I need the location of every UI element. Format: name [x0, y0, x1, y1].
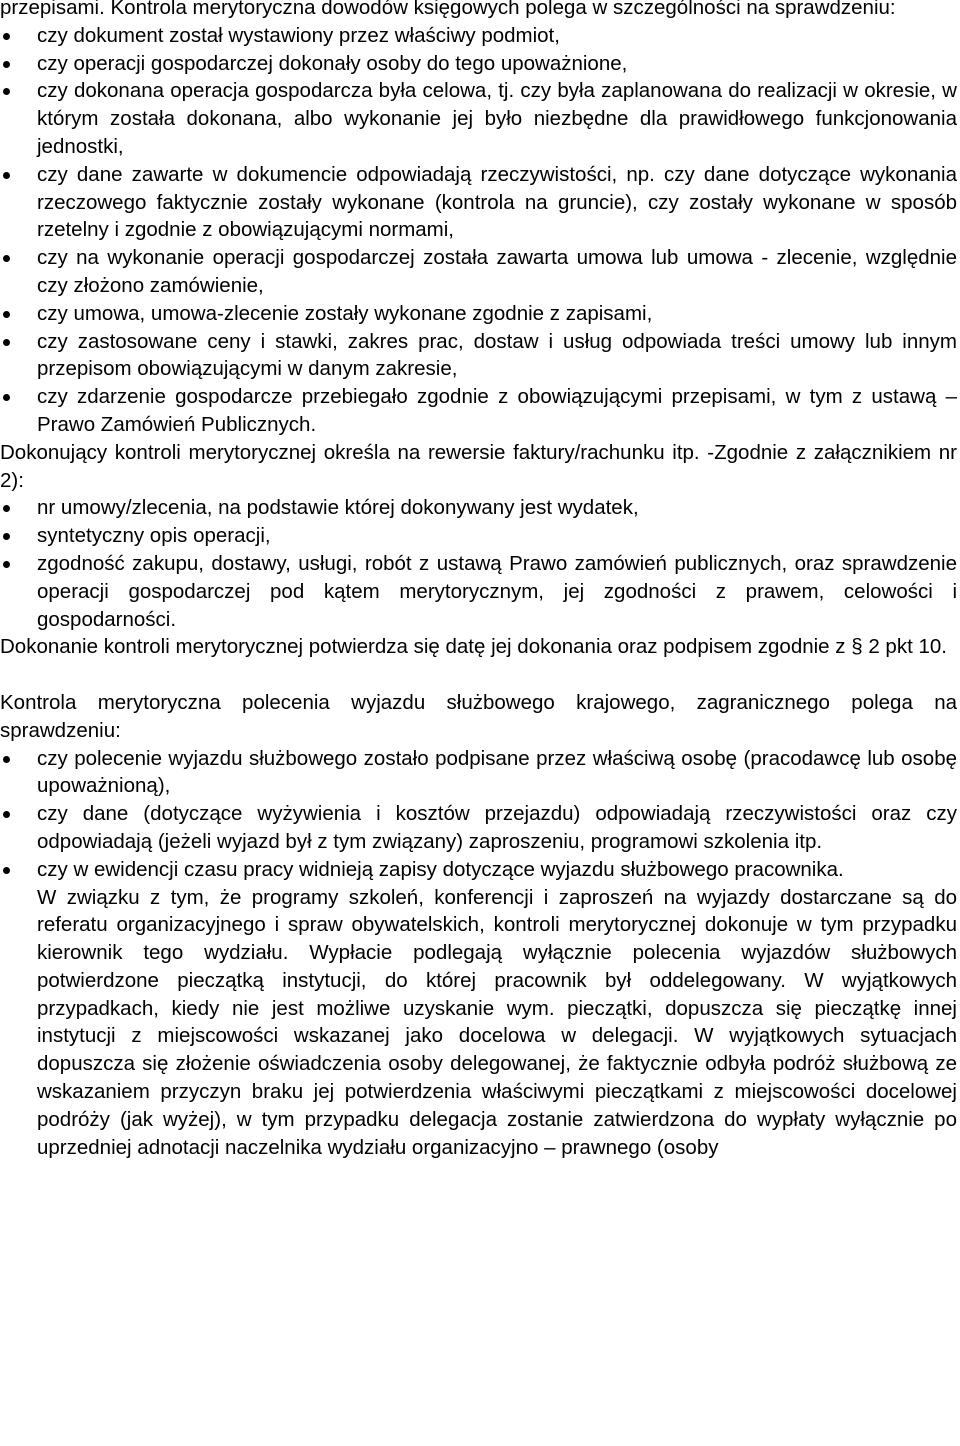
list-item: czy w ewidencji czasu pracy widnieją zapisy dotyczące wyjazdu służbowego pracownika. — [0, 856, 957, 884]
list-item: czy dane zawarte w dokumencie odpowiadają rzeczywistości, np. czy dane dotyczące wykonania rzeczowego faktycznie zostały wykonane (kontrola na gruncie), czy zostały wykonane w sposób rzetelny i zgodnie z obowiązującymi normami, — [0, 161, 957, 244]
block1-list — [0, 22, 957, 439]
list-item: czy operacji gospodarczej dokonały osoby do tego upoważnione, — [0, 50, 957, 78]
block3-closing: W związku z tym, że programy szkoleń, konferencji i zaproszeń na wyjazdy dostarczane są do referatu organizacyjnego i spraw obywatelskich, kontroli merytorycznej dokonuje w tym przypadku kierownik tego wydziału. Wypłacie podlegają wyłącznie polecenia wyjazdów służbowych potwierdzone pieczątką instytucji, do której pracownik był oddelegowany. W wyjątkowych przypadkach, kiedy nie jest możliwe uzyskanie wym. pieczątki, dopuszcza się pieczątkę innej instytucji z miejscowości wskazanej jako docelowa w delegacji. W wyjątkowych sytuacjach dopuszcza się złożenie oświadczenia osoby delegowanej, że faktycznie odbyła podróż służbową ze wskazaniem przyczyn braku jej potwierdzenia właściwymi pieczątkami z miejscowości docelowej podróży (jak wyżej), w tym przypadku delegacja zostanie zatwierdzona do wypłaty wyłącznie po uprzedniej adnotacji naczelnika wydziału organizacyjno – prawnego (osoby — [37, 885, 957, 1159]
block2-list — [0, 494, 957, 633]
list-item: czy dokonana operacja gospodarcza była celowa, tj. czy była zaplanowana do realizacji w okresie, w którym została dokonana, albo wykonanie jej było niezbędne dla prawidłowego funkcjonowania jednostki, — [0, 77, 957, 160]
list-item: syntetyczny opis operacji, — [0, 522, 957, 550]
list-item: nr umowy/zlecenia, na podstawie której dokonywany jest wydatek, — [0, 494, 957, 522]
paragraph-gap — [0, 661, 957, 689]
block3-intro: Kontrola merytoryczna polecenia wyjazdu służbowego krajowego, zagranicznego polega na sprawdzeniu: — [0, 690, 957, 742]
list-item: czy dokument został wystawiony przez właściwy podmiot, — [0, 22, 957, 50]
list-item: czy zastosowane ceny i stawki, zakres prac, dostaw i usług odpowiada treści umowy lub innym przepisom obowiązującymi w danym zakresie, — [0, 328, 957, 384]
list-item: czy zdarzenie gospodarcze przebiegało zgodnie z obowiązującymi przepisami, w tym z ustawą – Prawo Zamówień Publicznych. — [0, 383, 957, 439]
block3-list — [0, 745, 957, 884]
list-item: czy polecenie wyjazdu służbowego zostało podpisane przez właściwą osobę (pracodawcę lub osobę upoważnioną), — [0, 745, 957, 801]
list-item: zgodność zakupu, dostawy, usługi, robót z ustawą Prawo zamówień publicznych, oraz sprawdzenie operacji gospodarczej pod kątem merytorycznym, jej zgodności z prawem, celowości i gospodarności. — [0, 550, 957, 633]
block2-intro: Dokonujący kontroli merytorycznej określa na rewersie faktury/rachunku itp. -Zgodnie z załącznikiem nr 2): — [0, 440, 957, 492]
list-item: czy na wykonanie operacji gospodarczej została zawarta umowa lub umowa - zlecenie, względnie czy złożono zamówienie, — [0, 244, 957, 300]
block2-closing: Dokonanie kontroli merytorycznej potwierdza się datę jej dokonania oraz podpisem zgodnie z § 2 pkt 10. — [0, 635, 947, 659]
list-item: czy umowa, umowa-zlecenie zostały wykonane zgodnie z zapisami, — [0, 300, 957, 328]
list-item: czy dane (dotyczące wyżywienia i kosztów przejazdu) odpowiadają rzeczywistości oraz czy odpowiadają (jeżeli wyjazd był z tym związany) zaproszeniu, programowi szkolenia itp. — [0, 800, 957, 856]
block1-intro: przepisami. Kontrola merytoryczna dowodów księgowych polega w szczególności na sprawdzeniu: — [0, 0, 896, 19]
